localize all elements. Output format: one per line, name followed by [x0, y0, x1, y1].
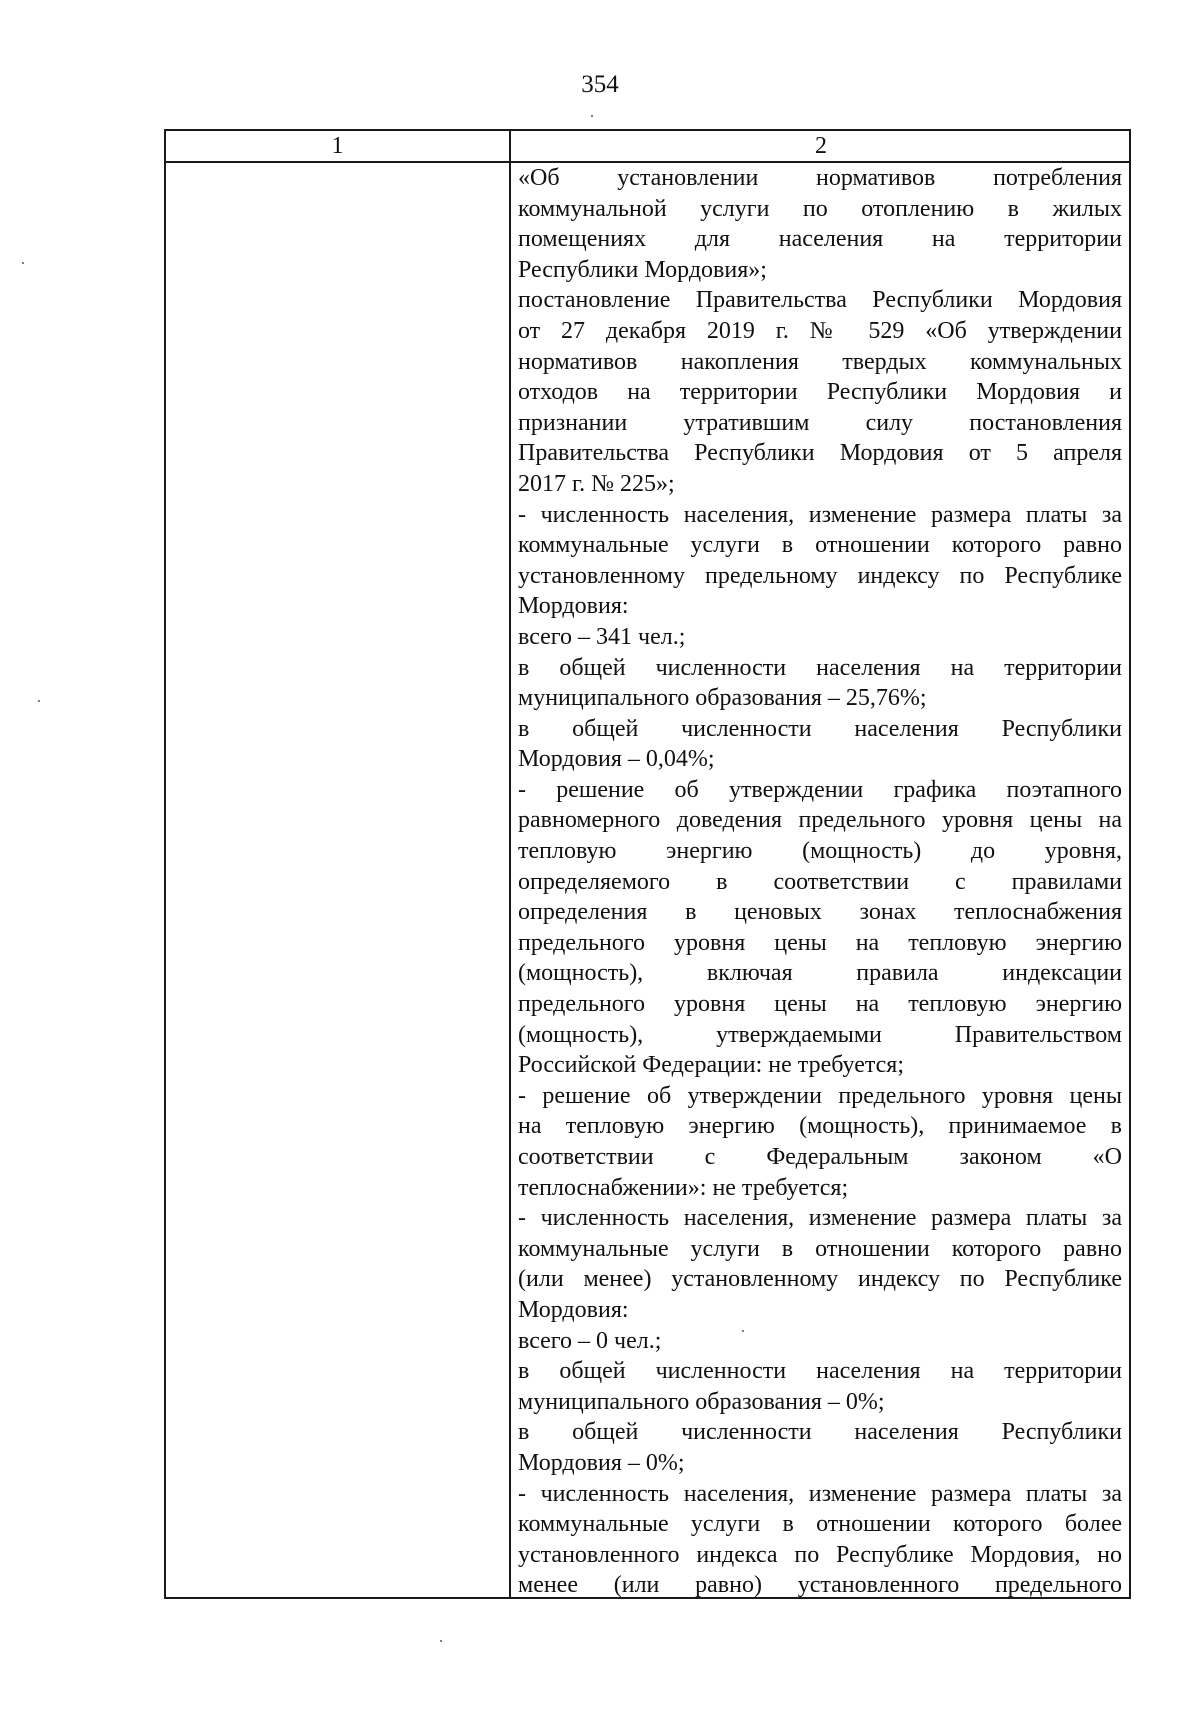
text-line: всего – 341 чел.; — [518, 623, 686, 650]
text-line: в общей численности населения Республики — [518, 1419, 1122, 1446]
text-line: муниципального образования – 0%; — [518, 1388, 885, 1415]
text-line: тепловую энергию (мощность) до уровня, — [518, 838, 1122, 865]
scan-speck — [591, 115, 593, 117]
text-line: Правительства Республики Мордовия от 5 апреля — [518, 440, 1122, 467]
scan-speck — [38, 700, 40, 702]
text-line: определения в ценовых зонах теплоснабжения — [518, 899, 1122, 926]
text-line: установленному предельному индексу по Республике — [518, 562, 1122, 589]
text-line: помещениях для населения на территории — [518, 226, 1122, 253]
column-header-1: 1 — [331, 133, 344, 159]
scan-speck — [22, 262, 24, 264]
table-cell-col1 — [166, 163, 509, 1597]
text-line: коммунальные услуги в отношении которого равно — [518, 1235, 1122, 1262]
text-line: муниципального образования – 25,76%; — [518, 685, 927, 712]
text-line: в общей численности населения на территории — [518, 1358, 1122, 1385]
text-line: в общей численности населения на территории — [518, 654, 1122, 681]
text-line: на тепловую энергию (мощность), принимаемое в — [518, 1113, 1122, 1140]
column-header-2: 2 — [815, 133, 827, 159]
text-line: коммунальные услуги в отношении которого более — [518, 1511, 1122, 1538]
table-cell-col2 — [518, 163, 1122, 1601]
text-line: (или менее) установленному индексу по Республике — [518, 1266, 1122, 1293]
text-line: 2017 г. № 225»; — [518, 470, 675, 497]
text-line: - численность населения, изменение размера платы за — [518, 501, 1122, 528]
text-line: в общей численности населения Республики — [518, 715, 1122, 742]
column-divider — [509, 131, 511, 1597]
text-line: (мощность), включая правила индексации — [518, 960, 1122, 987]
text-line: предельного уровня цены на тепловую энергию — [518, 929, 1122, 956]
table-header-row — [166, 131, 1129, 163]
text-line: всего – 0 чел.; — [518, 1327, 662, 1354]
text-line: Российской Федерации: не требуется; — [518, 1052, 904, 1079]
text-line: равномерного доведения предельного уровня цены на — [518, 807, 1122, 834]
text-line: Мордовия – 0%; — [518, 1449, 685, 1476]
text-line: нормативов накопления твердых коммунальных — [518, 348, 1122, 375]
text-line: - численность населения, изменение размера платы за — [518, 1480, 1122, 1507]
text-line: отходов на территории Республики Мордовия и — [518, 379, 1122, 406]
scan-speck — [440, 1640, 442, 1642]
text-line: менее (или равно) установленного предельного — [518, 1572, 1122, 1599]
text-line: Мордовия – 0,04%; — [518, 746, 715, 773]
page-number: 354 — [581, 71, 619, 98]
text-line: постановление Правительства Республики Мордовия — [518, 287, 1122, 314]
text-line: - решение об утверждении графика поэтапного — [518, 776, 1122, 803]
text-line: признании утратившим силу постановления — [518, 409, 1122, 436]
text-line: - численность населения, изменение размера платы за — [518, 1205, 1122, 1232]
text-line: - решение об утверждении предельного уровня цены — [518, 1082, 1122, 1109]
text-line: предельного уровня цены на тепловую энергию — [518, 991, 1122, 1018]
text-line: (мощность), утверждаемыми Правительством — [518, 1021, 1122, 1048]
text-line: теплоснабжении»: не требуется; — [518, 1174, 849, 1201]
text-line: от 27 декабря 2019 г. № 529 «Об утверждении — [518, 317, 1122, 344]
text-line: Мордовия: — [518, 593, 629, 620]
text-line: Республики Мордовия»; — [518, 256, 767, 283]
text-line: «Об установлении нормативов потребления — [518, 165, 1122, 191]
scan-speck — [742, 1330, 744, 1332]
text-line: коммунальной услуги по отоплению в жилых — [518, 195, 1122, 222]
text-line: Мордовия: — [518, 1296, 629, 1323]
text-line: соответствии с Федеральным законом «О — [518, 1144, 1122, 1170]
document-table — [164, 129, 1131, 1599]
text-line: коммунальные услуги в отношении которого равно — [518, 532, 1122, 559]
text-line: определяемого в соответствии с правилами — [518, 868, 1122, 895]
text-line: установленного индекса по Республике Мордовия, но — [518, 1541, 1122, 1568]
